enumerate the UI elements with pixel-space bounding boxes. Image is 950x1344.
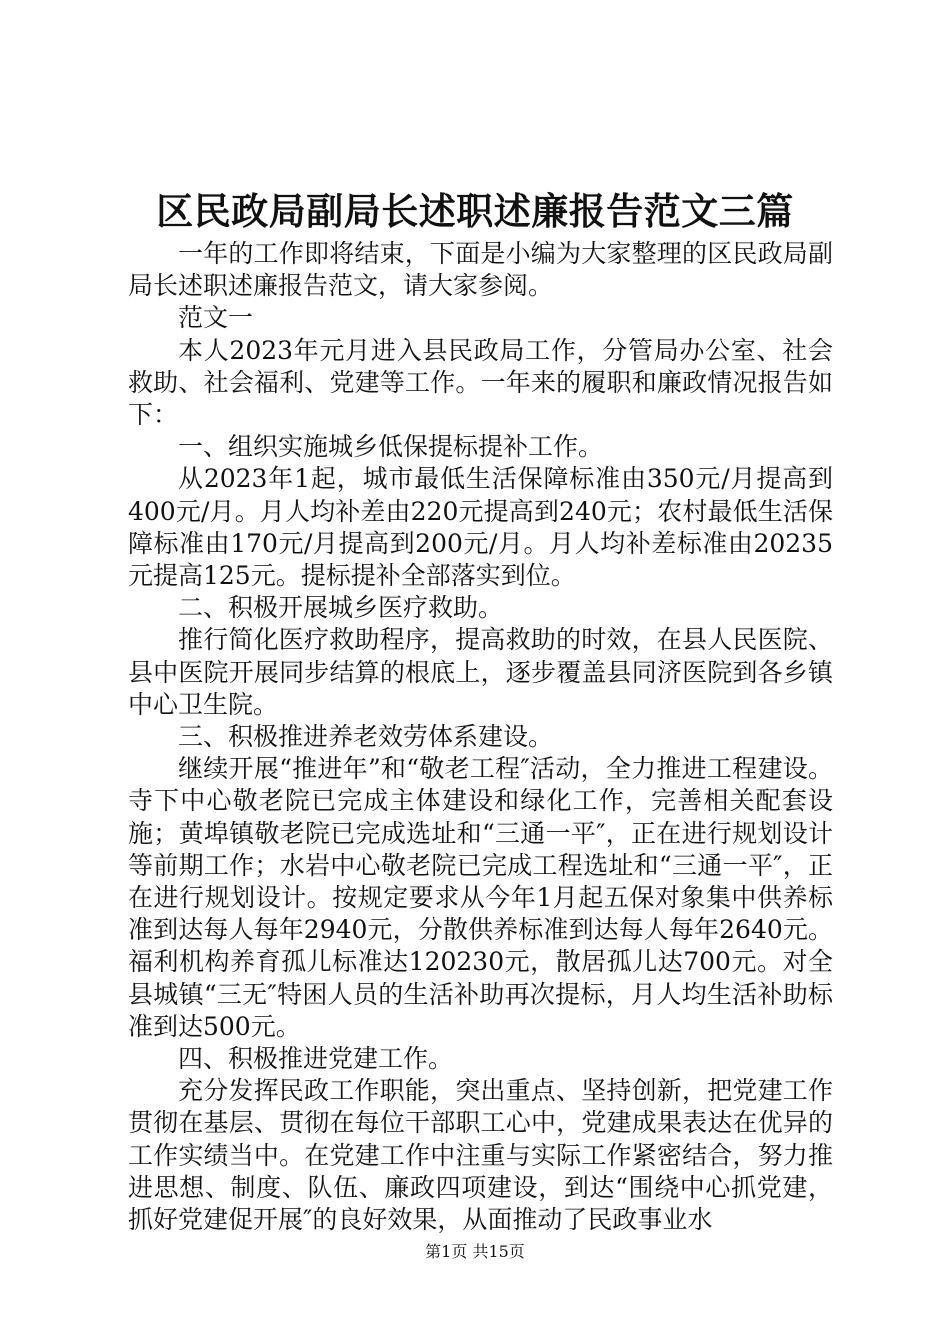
paragraph-section-3-heading: 三、积极推进养老效劳体系建设。 <box>178 722 554 752</box>
document-body <box>128 238 833 1236</box>
paragraph-section-2-body: 推行简化医疗救助程序，提高救助的时效，在县人民医院、县中医院开展同步结算的根底上，逐步覆盖县同济医院到各乡镇中心卫生院。 <box>128 625 833 719</box>
paragraph-section-1-body: 从2023年1起，城市最低生活保障标准由350元/月提高到400元/月。月人均补差由220元提高到240元；农村最低生活保障标准由170元/月提高到200元/月。月人均补差标准由20235元提高125元。提标提补全部落实到位。 <box>128 464 833 591</box>
paragraph-section-4-heading: 四、积极推进党建工作。 <box>178 1044 454 1074</box>
paragraph-sample-heading: 范文一 <box>178 303 254 333</box>
page-number-footer: 第1页 共15页 <box>425 1242 525 1261</box>
paragraph-overview: 本人2023年元月进入县民政局工作，分管局办公室、社会救助、社会福利、党建等工作。一年来的履职和廉政情况报告如下： <box>128 335 833 430</box>
paragraph-section-2-heading: 二、积极开展城乡医疗救助。 <box>178 593 504 623</box>
paragraph-section-3-body: 继续开展“推进年”和“敬老工程″活动，全力推进工程建设。寺下中心敬老院已完成主体建设和绿化工作，完善相关配套设施；黄埠镇敬老院已完成选址和“三通一平″，正在进行规划设计等前期工作；水岩中心敬老院已完成工程选址和“三通一平″，正在进行规划设计。按规定要求从今年1月起五保对象集中供养标准到达每人每年2940元，分散供养标准到达每人每年2640元。福利机构养育孤儿标准达120230元，散居孤儿达700元。对全县城镇“三无″特困人员的生活补助再次提标，月人均生活补助标准到达500元。 <box>128 754 833 1041</box>
document-title: 区民政局副局长述职述廉报告范文三篇 <box>156 189 794 233</box>
paragraph-section-4-body: 充分发挥民政工作职能，突出重点、坚持创新，把党建工作贯彻在基层、贯彻在每位干部职工心中，党建成果表达在优异的工作实绩当中。在党建工作中注重与实际工作紧密结合，努力推进思想、制度、队伍、廉政四项建设，到达“围绕中心抓党建，抓好党建促开展″的良好效果，从面推动了民政事业水 <box>128 1076 833 1235</box>
paragraph-section-1-heading: 一、组织实施城乡低保提标提补工作。 <box>178 432 604 462</box>
paragraph-intro: 一年的工作即将结束，下面是小编为大家整理的区民政局副局长述职述廉报告范文，请大家参阅。 <box>128 239 833 301</box>
